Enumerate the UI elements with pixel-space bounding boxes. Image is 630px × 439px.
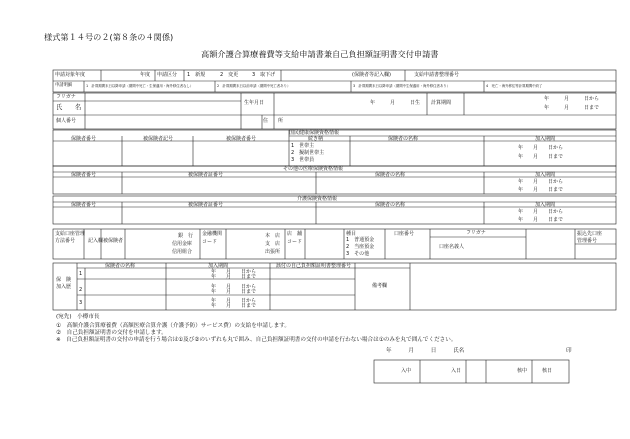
stamp-box-1: 入中: [401, 368, 412, 374]
other-period-to: 年 月 日まで: [518, 187, 564, 193]
kokuho-col-relation: 続き柄: [308, 136, 324, 142]
stamp-box-2: 入日: [451, 368, 462, 374]
bank-fill-label: 記入欄: [88, 238, 104, 244]
furigana-label: フリガナ: [56, 94, 76, 100]
period-option-4[interactable]: 4 死亡・海外移住等計算期間中終了: [486, 84, 543, 88]
history-r3-to: 年 月 日まで: [211, 303, 257, 309]
insurer-field-label: (保険者等記入欄): [352, 72, 391, 78]
mgmt-no-label: 支給申請書整理番号: [414, 72, 460, 78]
calc-period-to: 年 月 日まで: [544, 105, 600, 111]
calc-period-label: 計算期間: [431, 100, 452, 106]
apply-type-new[interactable]: 1 新規: [187, 72, 206, 78]
period-option-2[interactable]: 2 計算期間末日以前申請（期間中死亡者あり）: [217, 84, 291, 88]
addressee: (宛先) 小樽市長: [56, 314, 100, 320]
bank-mgr-label: 支給口座管理: [55, 231, 86, 237]
apply-type-change[interactable]: 2 変更: [220, 72, 239, 78]
apply-type-label: 申請区分: [157, 72, 178, 78]
birth-value: 年 月 日生: [370, 100, 421, 106]
account-no-label: 口座番号: [394, 231, 415, 237]
bank-type-bank[interactable]: 銀 行: [178, 233, 194, 239]
kaigo-col-card-no: 被保険者証番号: [188, 202, 224, 208]
relation-head[interactable]: 1 世帯主: [291, 143, 315, 149]
relation-member[interactable]: 3 世帯員: [291, 157, 315, 163]
other-col-insurer-name: 保険者の名称: [375, 172, 406, 178]
calc-period-from: 年 月 日から: [544, 96, 600, 102]
other-period-from: 年 月 日から: [518, 179, 564, 185]
kokuho-period-to: 年 月 日まで: [518, 154, 564, 160]
period-option-3[interactable]: 3 計算期間末日以降申請（期間中生保適用・海外移住者あり）: [353, 84, 451, 88]
inst-code-label: 金融機関: [202, 231, 223, 237]
account-kind-label: 種目: [346, 231, 357, 237]
kaigo-period-to: 年 月 日まで: [518, 217, 564, 223]
history-side-label: 保 険 加入歴: [56, 277, 72, 290]
bank-insured-label: 被保険者: [103, 238, 124, 244]
account-kind-current[interactable]: 2 当座預金: [346, 244, 375, 250]
address-label: 住 所: [263, 118, 284, 124]
branch-type-branch[interactable]: 支 店: [265, 241, 281, 247]
note-2: ② 自己負担額証明書の交付を申請します。: [56, 330, 167, 336]
account-holder-label: 口座名義人: [439, 244, 465, 250]
period-option-1[interactable]: 1 計算期間末日以降申請（期間中死亡・生保適用・海外移住者なし）: [86, 84, 194, 88]
stamp-box-3: 核中: [517, 368, 528, 374]
form-number: 様式第１４号の２(第８条の４関係): [44, 32, 174, 42]
period-label: 申請明細: [55, 83, 73, 88]
kaigo-section-title: 介護保険資格情報: [297, 196, 338, 202]
year-unit: 年度: [140, 72, 151, 78]
remarks-label: 備考欄: [372, 283, 388, 289]
other-col-insurer-no: 保険者番号: [71, 172, 97, 178]
account-kind-ordinary[interactable]: 1 普通預金: [346, 237, 375, 243]
history-r1-from: 年 月 日から: [211, 269, 257, 275]
branch-type-head[interactable]: 本 店: [265, 233, 281, 239]
birth-label: 生年月日: [244, 100, 265, 106]
history-r2-to: 年 月 日まで: [211, 289, 257, 295]
history-r2-from: 年 月 日から: [211, 284, 257, 290]
account-kind-other[interactable]: 3 その他: [346, 251, 370, 257]
relation-quasi-head[interactable]: 2 擬制世帯主: [291, 150, 325, 156]
other-section-title: その他の医療保険資格情報: [283, 166, 344, 172]
signature-date-name: 年 月 日 氏名: [386, 348, 465, 354]
store-label: 店 舗: [287, 231, 303, 237]
history-r1-to: 年 月 日まで: [211, 274, 257, 280]
kokuho-col-insured-no: 被保険者番号: [226, 136, 257, 142]
bank-type-credit-coop[interactable]: 信用組合: [172, 249, 193, 255]
history-row-1: 1: [79, 271, 83, 277]
holder-furigana-label: フリガナ: [466, 230, 486, 236]
kaigo-col-insurer-no: 保険者番号: [71, 202, 97, 208]
stamp-box-4: 核日: [542, 368, 553, 374]
bank-type-credit-union[interactable]: 信用金庫: [172, 241, 193, 247]
kaigo-col-period: 加入期間: [535, 202, 556, 208]
other-col-card-no: 被保険者証番号: [188, 172, 224, 178]
inst-code-sub: コード: [202, 239, 218, 245]
transfer-account-label: 振込先口座: [577, 231, 603, 237]
personal-no-label: 個人番号: [56, 118, 77, 124]
bank-method-label: 方法番号: [55, 238, 76, 244]
other-col-period: 加入期間: [535, 172, 556, 178]
history-row-2: 2: [79, 287, 83, 293]
name-label: 氏 名: [56, 104, 82, 111]
transfer-mgmt-label: 管理番号: [577, 238, 598, 244]
apply-type-withdraw[interactable]: 3 取下げ: [252, 72, 276, 78]
history-row-3: 3: [79, 300, 83, 306]
kokuho-period-from: 年 月 日から: [518, 145, 564, 151]
history-col-period: 加入期間: [208, 263, 229, 269]
seal-mark: 印: [566, 348, 572, 354]
page-title: 高額介護合算療養費等支給申請書兼自己負担額証明書交付申請書: [201, 49, 439, 59]
kokuho-col-insurer-no: 保険者番号: [71, 136, 97, 142]
kokuho-col-period: 加入期間: [535, 136, 556, 142]
kaigo-col-insurer-name: 保険者の名称: [375, 202, 406, 208]
kokuho-col-insurer-name: 保険者の名称: [388, 136, 419, 142]
kokuho-section-title: 国民健康保険資格情報: [289, 130, 340, 136]
kokuho-col-symbol: 被保険者記号: [143, 136, 174, 142]
apply-year-label: 申請対象年度: [55, 72, 86, 78]
history-col-insurer-name: 保険者の名称: [105, 263, 136, 269]
branch-type-office[interactable]: 出張所: [265, 249, 281, 255]
history-col-cert-no: 該付の自己負担額証明書整理番号: [276, 263, 352, 269]
note-3: ※ 自己負担額証明書の交付の申請を行う場合は①及び②のいずれも丸で囲み、自己負担額証明書の交付の申請を行わない場合は①のみを丸で囲んでください。: [56, 337, 457, 343]
history-r3-from: 年 月 日から: [211, 298, 257, 304]
kaigo-period-from: 年 月 日から: [518, 209, 564, 215]
store-code-label: コード: [287, 239, 303, 245]
note-1: ① 高額介護合算療養費（高額医療合算介護（介護予防）サービス費）の支給を申請します。: [56, 323, 290, 329]
